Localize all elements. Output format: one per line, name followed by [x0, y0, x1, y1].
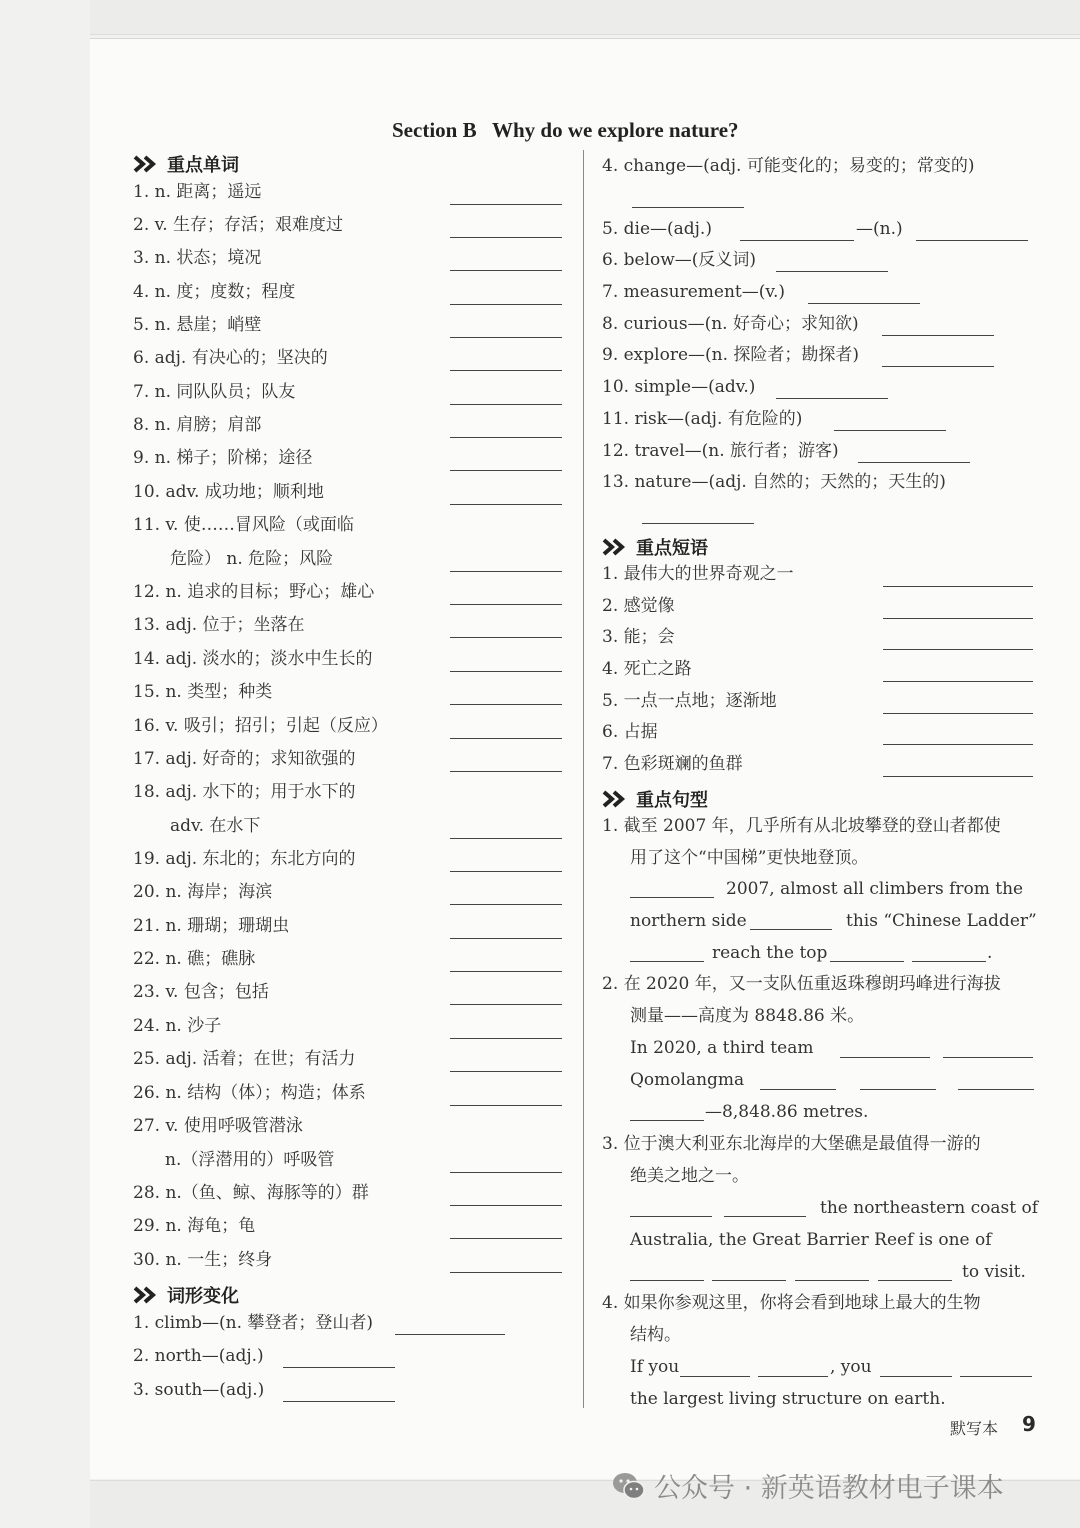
page-title: Section B Why do we explore nature?	[392, 118, 739, 142]
vocab-item-continued: 危险） n. 危险；风险	[170, 549, 334, 569]
phrase-item: 2. 感觉像	[602, 596, 675, 616]
vocab-item: 11. v. 使……冒风险（或面临	[133, 515, 354, 535]
vocab-item: 14. adj. 淡水的；淡水中生长的	[133, 649, 373, 669]
double-chevron-icon	[133, 1286, 159, 1304]
answer-blank[interactable]	[943, 1057, 1033, 1058]
answer-blank[interactable]	[712, 1280, 786, 1281]
vocab-item-continued: n.（浮潜用的）呼吸管	[165, 1150, 335, 1170]
phrase-item: 6. 占据	[602, 722, 658, 742]
sentence-zh: 结构。	[630, 1325, 681, 1345]
section-header-forms	[133, 1282, 239, 1308]
answer-blank[interactable]	[912, 961, 986, 962]
answer-blank[interactable]	[450, 871, 562, 872]
answer-blank[interactable]	[630, 897, 714, 898]
vocab-item: 9. n. 梯子；阶梯；途径	[133, 448, 313, 468]
answer-blank[interactable]	[450, 237, 562, 238]
vocab-item: 8. n. 肩膀；肩部	[133, 415, 262, 435]
phrase-item: 5. 一点一点地；逐渐地	[602, 691, 777, 711]
answer-blank[interactable]	[450, 637, 562, 638]
answer-blank[interactable]	[883, 681, 1033, 682]
answer-blank[interactable]	[450, 304, 562, 305]
answer-blank[interactable]	[740, 240, 854, 241]
vocab-item: 30. n. 一生；终身	[133, 1250, 273, 1270]
vocab-item: 21. n. 珊瑚；珊瑚虫	[133, 916, 290, 936]
answer-blank[interactable]	[450, 1172, 562, 1173]
sentence-zh: 2. 在 2020 年，又一支队伍重返珠穆朗玛峰进行海拔	[602, 974, 1001, 994]
forms-heading: 词形变化	[167, 1286, 239, 1307]
sentence-en: Qomolangma	[630, 1070, 745, 1090]
sentence-zh: 绝美之地之一。	[630, 1166, 749, 1186]
answer-blank[interactable]	[860, 1089, 936, 1090]
answer-blank[interactable]	[630, 961, 704, 962]
answer-blank[interactable]	[630, 1216, 712, 1217]
answer-blank[interactable]	[450, 204, 562, 205]
answer-blank[interactable]	[450, 1272, 562, 1273]
answer-blank[interactable]	[750, 929, 832, 930]
vocab-item: 25. adj. 活着；在世；有活力	[133, 1049, 356, 1069]
form-item: 1. climb—(n. 攀登者；登山者)	[133, 1313, 374, 1333]
vocab-item: 12. n. 追求的目标；野心；雄心	[133, 582, 375, 602]
answer-blank[interactable]	[450, 370, 562, 371]
answer-blank[interactable]	[450, 270, 562, 271]
sentence-en: 2007, almost all climbers from the	[726, 879, 1024, 899]
sentence-zh: 4. 如果你参观这里，你将会看到地球上最大的生物	[602, 1293, 981, 1313]
watermark	[612, 1466, 1004, 1505]
answer-blank[interactable]	[882, 335, 994, 336]
answer-blank[interactable]	[450, 571, 562, 572]
form-item: 5. die—(adj.)	[602, 219, 712, 239]
answer-blank[interactable]	[395, 1334, 505, 1335]
sentence-en: reach the top	[712, 943, 828, 963]
answer-blank[interactable]	[760, 1089, 836, 1090]
double-chevron-icon	[133, 155, 159, 173]
form-item: 10. simple—(adv.)	[602, 377, 756, 397]
answer-blank[interactable]	[680, 1376, 750, 1377]
answer-blank[interactable]	[450, 470, 562, 471]
sentences-heading: 重点句型	[636, 790, 708, 811]
answer-blank[interactable]	[450, 1238, 562, 1239]
section-header-vocab	[133, 151, 239, 177]
answer-blank[interactable]	[960, 1376, 1032, 1377]
answer-blank[interactable]	[883, 649, 1033, 650]
double-chevron-icon	[602, 538, 628, 556]
vocab-item: 22. n. 礁；礁脉	[133, 949, 256, 969]
form-item: 3. south—(adj.)	[133, 1380, 265, 1400]
answer-blank[interactable]	[883, 744, 1033, 745]
answer-blank[interactable]	[450, 1205, 562, 1206]
vocab-item: 24. n. 沙子	[133, 1016, 222, 1036]
vocab-item: 19. adj. 东北的；东北方向的	[133, 849, 356, 869]
phrase-item: 1. 最伟大的世界奇观之一	[602, 564, 794, 584]
form-item: 2. north—(adj.)	[133, 1346, 264, 1366]
answer-blank[interactable]	[878, 1280, 952, 1281]
phrase-item: 7. 色彩斑斓的鱼群	[602, 754, 743, 774]
answer-blank[interactable]	[858, 462, 970, 463]
vocab-item: 28. n.（鱼、鲸、海豚等的）群	[133, 1183, 369, 1203]
sentence-en: Australia, the Great Barrier Reef is one of	[630, 1230, 992, 1250]
vocab-item: 10. adv. 成功地；顺利地	[133, 482, 324, 502]
form-item: 4. change—(adj. 可能变化的；易变的；常变的)	[602, 156, 975, 176]
sentence-en: If you	[630, 1357, 680, 1377]
answer-blank[interactable]	[450, 771, 562, 772]
vocab-item: 15. n. 类型；种类	[133, 682, 273, 702]
vocab-item: 13. adj. 位于；坐落在	[133, 615, 305, 635]
answer-blank[interactable]	[632, 207, 744, 208]
sentence-en: In 2020, a third team	[630, 1038, 814, 1058]
form-item: 13. nature—(adj. 自然的；天然的；天生的)	[602, 472, 946, 492]
vocab-item: 23. v. 包含；包括	[133, 982, 269, 1002]
form-item: 7. measurement—(v.)	[602, 282, 786, 302]
section-header-sentences	[602, 786, 708, 812]
answer-blank[interactable]	[958, 1089, 1034, 1090]
answer-blank[interactable]	[450, 1071, 562, 1072]
form-item-part: —(n.)	[856, 219, 903, 239]
sentence-zh: 测量——高度为 8848.86 米。	[630, 1006, 865, 1026]
answer-blank[interactable]	[883, 618, 1033, 619]
answer-blank[interactable]	[758, 1376, 828, 1377]
answer-blank[interactable]	[883, 586, 1033, 587]
phrase-item: 4. 死亡之路	[602, 659, 692, 679]
answer-blank[interactable]	[830, 961, 904, 962]
answer-blank[interactable]	[450, 504, 562, 505]
answer-blank[interactable]	[450, 437, 562, 438]
sentence-zh: 1. 截至 2007 年，几乎所有从北坡攀登的登山者都使	[602, 816, 1001, 836]
form-item: 12. travel—(n. 旅行者；游客)	[602, 441, 839, 461]
answer-blank[interactable]	[450, 671, 562, 672]
period: .	[987, 943, 993, 963]
answer-blank[interactable]	[450, 938, 562, 939]
vocab-item: 26. n. 结构（体）；构造；体系	[133, 1083, 366, 1103]
answer-blank[interactable]	[450, 971, 562, 972]
answer-blank[interactable]	[795, 1280, 869, 1281]
vocab-item: 29. n. 海龟；龟	[133, 1216, 256, 1236]
answer-blank[interactable]	[882, 366, 994, 367]
answer-blank[interactable]	[776, 271, 888, 272]
sentence-en: this “Chinese Ladder”	[846, 911, 1037, 931]
vocab-item: 27. v. 使用呼吸管潜泳	[133, 1116, 303, 1136]
answer-blank[interactable]	[883, 776, 1033, 777]
answer-blank[interactable]	[450, 738, 562, 739]
answer-blank[interactable]	[450, 1038, 562, 1039]
footer-label: 默写本	[950, 1419, 999, 1438]
watermark-text: 公众号 · 新英语教材电子课本	[654, 1473, 1004, 1504]
vocab-item: 7. n. 同队队员；队友	[133, 382, 296, 402]
sentence-en: the largest living structure on earth.	[630, 1389, 946, 1409]
answer-blank[interactable]	[450, 904, 562, 905]
scan-top-band	[90, 0, 1080, 35]
form-item: 8. curious—(n. 好奇心；求知欲)	[602, 314, 859, 334]
answer-blank[interactable]	[883, 713, 1033, 714]
double-chevron-icon	[602, 790, 628, 808]
form-item: 9. explore—(n. 探险者；勘探者)	[602, 345, 860, 365]
answer-blank[interactable]	[283, 1367, 395, 1368]
sentence-en: the northeastern coast of	[820, 1198, 1039, 1218]
answer-blank[interactable]	[450, 404, 562, 405]
vocab-item: 17. adj. 好奇的；求知欲强的	[133, 749, 356, 769]
page-number: 9	[1022, 1412, 1036, 1436]
vocab-item: 2. v. 生存；存活；艰难度过	[133, 215, 344, 235]
answer-blank[interactable]	[724, 1216, 806, 1217]
phrases-heading: 重点短语	[636, 538, 708, 559]
answer-blank[interactable]	[450, 604, 562, 605]
answer-blank[interactable]	[776, 398, 888, 399]
answer-blank[interactable]	[880, 1376, 952, 1377]
answer-blank[interactable]	[450, 838, 562, 839]
vocab-item: 20. n. 海岸；海滨	[133, 882, 273, 902]
wechat-icon	[612, 1471, 646, 1501]
answer-blank[interactable]	[450, 704, 562, 705]
column-divider	[583, 150, 584, 1408]
answer-blank[interactable]	[642, 523, 754, 524]
answer-blank[interactable]	[630, 1280, 704, 1281]
sentence-en: —8,848.86 metres.	[705, 1102, 869, 1122]
phrase-item: 3. 能；会	[602, 627, 675, 647]
answer-blank[interactable]	[450, 1004, 562, 1005]
vocab-item-continued: adv. 在水下	[170, 816, 261, 836]
section-header-phrases	[602, 534, 708, 560]
sentence-en: , you	[830, 1357, 872, 1377]
sentence-zh: 用了这个“中国梯”更快地登顶。	[630, 848, 869, 868]
answer-blank[interactable]	[450, 1105, 562, 1106]
vocab-heading: 重点单词	[167, 155, 239, 176]
answer-blank[interactable]	[283, 1401, 395, 1402]
form-item: 11. risk—(adj. 有危险的)	[602, 409, 803, 429]
form-item: 6. below—(反义词)	[602, 250, 757, 270]
sentence-en: northern side	[630, 911, 747, 931]
answer-blank[interactable]	[916, 240, 1028, 241]
vocab-item: 4. n. 度；度数；程度	[133, 282, 296, 302]
vocab-item: 18. adj. 水下的；用于水下的	[133, 782, 356, 802]
vocab-item: 6. adj. 有决心的；坚决的	[133, 348, 328, 368]
answer-blank[interactable]	[450, 337, 562, 338]
answer-blank[interactable]	[630, 1120, 704, 1121]
answer-blank[interactable]	[834, 430, 946, 431]
answer-blank[interactable]	[840, 1057, 930, 1058]
vocab-item: 5. n. 悬崖；峭壁	[133, 315, 262, 335]
sentence-zh: 3. 位于澳大利亚东北海岸的大堡礁是最值得一游的	[602, 1134, 981, 1154]
sentence-en: to visit.	[962, 1262, 1026, 1282]
answer-blank[interactable]	[808, 303, 920, 304]
vocab-item: 16. v. 吸引；招引；引起（反应）	[133, 716, 388, 736]
vocab-item: 3. n. 状态；境况	[133, 248, 262, 268]
vocab-item: 1. n. 距离；遥远	[133, 182, 262, 202]
